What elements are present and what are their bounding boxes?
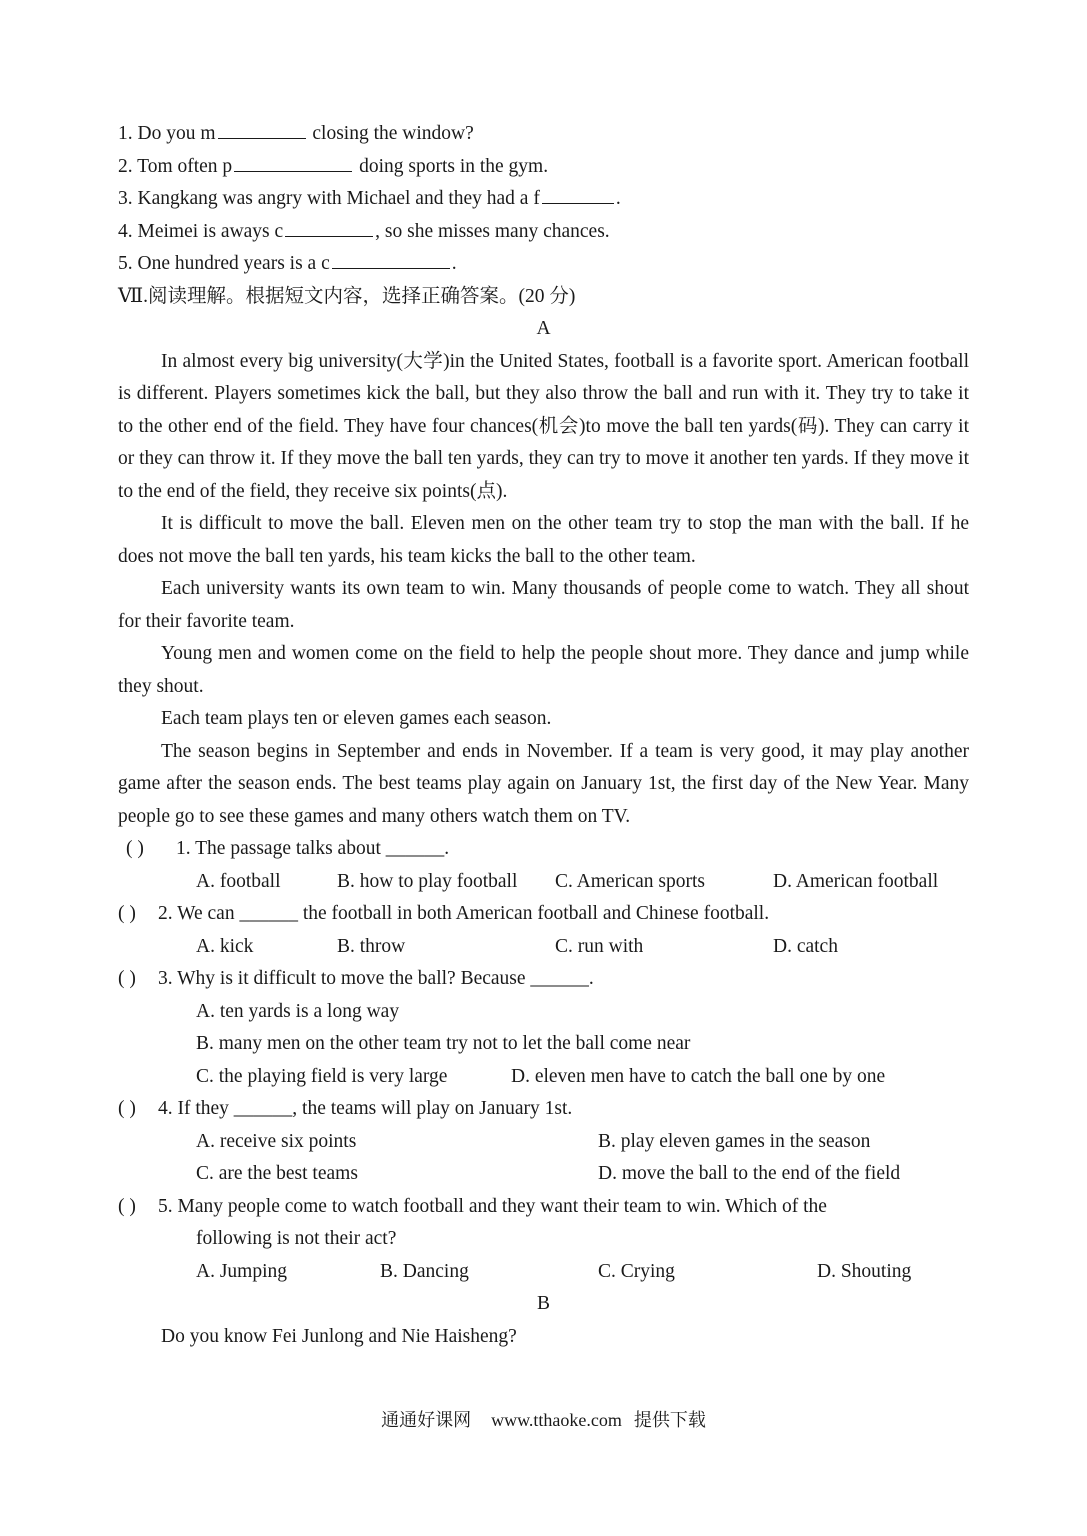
option-d: D. catch [773, 935, 838, 957]
passage-a-body [118, 346, 969, 834]
option-c: C. American sports [555, 870, 706, 892]
answer-bracket[interactable]: ( ) [118, 968, 136, 989]
blank-question-prefix: 4. Meimei is aways c [118, 220, 284, 242]
option-b: B. Dancing [380, 1260, 469, 1282]
option-a: A. kick [196, 935, 254, 957]
answer-blank[interactable] [218, 118, 306, 139]
option-d: D. American football [773, 870, 939, 892]
worksheet-page [118, 118, 969, 1353]
answer-blank[interactable] [542, 183, 614, 204]
passage-b-first-line: Do you know Fei Junlong and Nie Haisheng? [161, 1325, 517, 1347]
question-stem-continued: following is not their act? [196, 1228, 397, 1249]
paragraph: Young men and women come on the field to help the people shout more. They dance and jump while they shout. [118, 643, 969, 697]
paragraph: Each team plays ten or eleven games each season. [161, 708, 552, 729]
paragraph: In almost every big university(大学)in the United States, football is a favorite sport. American football is different. Players sometimes kick the ball, but they also throw the ball and run with it. They try to take it to the other end of the field. They have four chances(机会)to move the ball ten yards(码). They can carry it or they can throw it. If they move the ball ten yards, they can try to move it another ten yards. If they move it to the end of the field, they receive six points(点). [118, 350, 969, 502]
option-a: A. football [196, 870, 281, 892]
question-stem: 3. Why is it difficult to move the ball? Because ______. [158, 968, 594, 989]
option-c: C. run with [555, 935, 644, 957]
question-4 [118, 1093, 969, 1191]
blank-question-prefix: 1. Do you m [118, 123, 216, 144]
page-footer [0, 1406, 1087, 1434]
answer-blank[interactable] [234, 151, 352, 172]
blank-question-1 [118, 118, 969, 151]
answer-blank[interactable] [332, 248, 450, 269]
option-b: B. many men on the other team try not to let the ball come near [196, 1033, 691, 1054]
option-a: A. ten yards is a long way [196, 1000, 400, 1022]
question-5 [118, 1191, 969, 1289]
option-c: C. the playing field is very large [196, 1065, 448, 1087]
fill-in-blanks-section [118, 118, 969, 281]
option-a: A. Jumping [196, 1260, 288, 1282]
paragraph: The season begins in September and ends in November. If a team is very good, it may play another game after the season ends. The best teams play again on January 1st, the first day of the New Year. Many people go to see these games and many others watch them on TV. [118, 740, 969, 827]
blank-question-suffix: doing sports in the gym. [354, 155, 549, 177]
option-b: B. throw [337, 935, 406, 957]
option-d: D. move the ball to the end of the field [598, 1163, 901, 1184]
answer-blank[interactable] [285, 216, 373, 237]
option-a: A. receive six points [196, 1130, 357, 1152]
answer-bracket[interactable]: ( ) [118, 1195, 136, 1217]
option-c: C. Crying [598, 1260, 675, 1282]
blank-question-3 [118, 183, 969, 216]
blank-question-suffix: , so she misses many chances. [375, 220, 610, 242]
answer-bracket[interactable]: ( ) [118, 1098, 136, 1119]
blank-question-suffix: . [615, 188, 621, 209]
footer-site-name: 通通好课网 [381, 1410, 472, 1430]
passage-b-label: B [536, 1293, 550, 1314]
blank-question-prefix: 2. Tom often p [118, 155, 233, 177]
question-1 [118, 833, 969, 898]
passage-a-label: A [536, 318, 551, 339]
option-b: B. play eleven games in the season [598, 1130, 871, 1152]
blank-question-suffix: closing the window? [307, 123, 474, 144]
blank-question-prefix: 3. Kangkang was angry with Michael and they had a f [118, 188, 540, 209]
question-stem: 1. The passage talks about ______. [176, 838, 450, 859]
question-2 [118, 898, 969, 963]
question-stem: 5. Many people come to watch football and they want their team to win. Which of the [158, 1195, 827, 1217]
answer-bracket[interactable]: ( ) [126, 838, 144, 859]
question-stem: 2. We can ______ the football in both American football and Chinese football. [158, 903, 770, 924]
option-d: D. eleven men have to catch the ball one by one [511, 1065, 886, 1087]
section-title: Ⅶ.阅读理解。根据短文内容，选择正确答案。(20 分) [118, 285, 576, 307]
blank-question-suffix: . [451, 253, 457, 274]
footer-url[interactable]: www.tthaoke.com [491, 1410, 622, 1430]
question-3 [118, 963, 969, 1093]
option-b: B. how to play football [337, 870, 518, 892]
answer-bracket[interactable]: ( ) [118, 903, 136, 924]
paragraph: It is difficult to move the ball. Eleven men on the other team try to stop the man with the ball. If he does not move the ball ten yards, his team kicks the ball to the other team. [118, 513, 969, 567]
question-stem: 4. If they ______, the teams will play on January 1st. [158, 1098, 573, 1119]
paragraph: Each university wants its own team to win. Many thousands of people come to watch. They all shout for their favorite team. [118, 578, 969, 632]
blank-question-4 [118, 216, 969, 249]
blank-question-prefix: 5. One hundred years is a c [118, 253, 330, 274]
footer-note: 提供下载 [633, 1410, 706, 1430]
option-d: D. Shouting [817, 1260, 912, 1282]
blank-question-5 [118, 248, 969, 281]
blank-question-2 [118, 151, 969, 184]
option-c: C. are the best teams [196, 1163, 358, 1184]
